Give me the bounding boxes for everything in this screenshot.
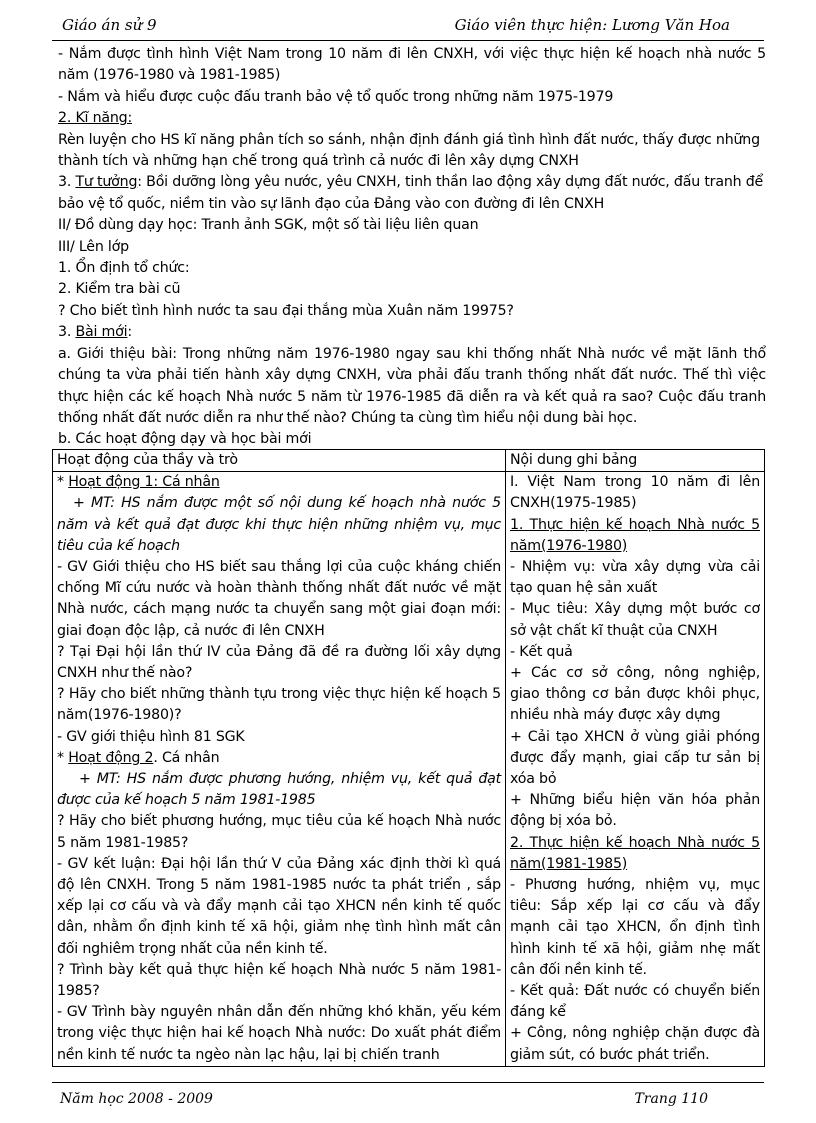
thought-text: : Bồi dưỡng lòng yêu nước, yêu CNXH, tinh thần lao động xây dựng đất nước, đấu tranh để bảo vệ tổ quốc, niềm tin vào sự lãnh đạo của Đảng vào con đường đi lên CNXH	[58, 174, 764, 212]
col-header-board: Nội dung ghi bảng	[506, 450, 765, 472]
skill-text: Rèn luyện cho HS kĩ năng phân tích so sánh, nhận định đánh giá tình hình đất nước, thấy được những thành tích và những hạn chế trong quá trình cả nước đi lên xây dựng CNXH	[58, 131, 760, 170]
skill-heading: 2. Kĩ năng:	[58, 110, 133, 127]
activity-1-figure: - GV giới thiệu hình 81 SGK	[57, 728, 245, 745]
activity-2-conclusion: - GV kết luận: Đại hội lần thứ V của Đảng xác định thời kì quá độ lên CNXH. Trong 5 năm 1981-1985 nước ta phát triển , sắp xếp lại cơ cấu và và đẩy mạnh cải tạo XHCN nền kinh tế quốc dân, nhằm ổn định kinh tế xã hội, giảm nhẹ tình hình mất cân đối nghiêm trọng nhất của nền kinh tế.	[57, 855, 501, 957]
procedure-heading: III/ Lên lớp	[58, 238, 129, 255]
board-goal: - Mục tiêu: Xây dựng một bước cơ sở vật chất kĩ thuật của CNXH	[510, 601, 760, 639]
thought-paragraph: 3. Tư tưởng: Bồi dưỡng lòng yêu nước, yêu CNXH, tinh thần lao động xây dựng đất nước, đấu tranh để bảo vệ tổ quốc, niềm tin vào sự lãnh đạo của Đảng vào con đường đi lên CNXH	[58, 174, 764, 212]
board-subsection-2: 2. Thực hiện kế hoạch Nhà nước 5 năm(1981-1985)	[510, 834, 760, 872]
activity-2-question-2: ? Trình bày kết quả thực hiện kế hoạch Nhà nước 5 năm 1981-1985?	[57, 961, 501, 1000]
board-task: - Nhiệm vụ: vừa xây dựng vừa cải tạo quan hệ sản xuất	[510, 559, 760, 597]
activity-2-goal: + MT: HS nắm được phương hướng, nhiệm vụ, kết quả đạt được của kế hoạch 5 năm 1981-1985	[57, 771, 501, 809]
activities-cell	[53, 472, 506, 1067]
board-cell	[506, 472, 765, 1067]
step-3-title: Bài mới	[75, 324, 128, 341]
activity-1-goal: + MT: HS nắm được một số nội dung kế hoạch nhà nước 5 năm và kết quả đạt được khi thực hiện những nhiệm vụ, mục tiêu của kế hoạch	[57, 495, 501, 554]
objective-line-1: - Nắm được tình hình Việt Nam trong 10 năm đi lên CNXH, với việc thực hiện kế hoạch nhà nước 5 năm (1976-1980 và 1981-1985)	[58, 46, 766, 84]
board-result-4: + Công, nông nghiệp chặn được đà giảm sút, có bước phát triển.	[510, 1025, 760, 1063]
activities-heading: b. Các hoạt động dạy và học bài mới	[58, 431, 312, 448]
page-header	[52, 10, 764, 41]
board-subsection-1: 1. Thực hiện kế hoạch Nhà nước 5 năm(1976-1980)	[510, 516, 760, 554]
header-subject: Giáo án sử 9	[62, 16, 157, 34]
lesson-introduction: a. Giới thiệu bài: Trong những năm 1976-1980 ngay sau khi thống nhất Nhà nước về mặt lãnh thổ chúng ta vừa phải tiến hành xây dựng CNXH, vừa phải đấu tranh thống nhất đất nước. Thế thì việc thực hiện các kế hoạch Nhà nước 5 năm từ 1976-1985 đã diễn ra và kết quả ra sao? Cuộc đấu tranh thống nhất đất nước diễn ra như thế nào? Chúng ta cùng tìm hiểu nội dung bài học.	[58, 345, 766, 426]
activity-1-question-1: ? Tại Đại hội lần thứ IV của Đảng đã đề ra đường lối xây dựng CNXH như thế nào?	[57, 643, 501, 682]
activity-2-heading: * Hoạt động 2. Cá nhân	[57, 749, 220, 766]
header-teacher: Giáo viên thực hiện: Lương Văn Hoa	[454, 16, 730, 34]
board-section-1: I. Việt Nam trong 10 năm đi lên CNXH(1975-1985)	[510, 474, 760, 512]
step-1: 1. Ổn định tổ chức:	[58, 260, 190, 277]
board-result-2: + Cải tạo XHCN ở vùng giải phóng được đẩy mạnh, giai cấp tư sản bị xóa bỏ	[510, 728, 760, 788]
board-direction: - Phương hướng, nhiệm vụ, mục tiêu: Sắp xếp lại cơ cấu và đẩy mạnh cải tạo XHCN, ổn định tình hình kinh tế xã hội, giảm nhẹ mất cân đối nền kinh tế.	[510, 877, 760, 978]
objective-line-2: - Nắm và hiểu được cuộc đấu tranh bảo vệ tổ quốc trong những năm 1975-1979	[58, 88, 614, 105]
col-header-activities: Hoạt động của thầy và trò	[53, 450, 506, 472]
board-result-heading: - Kết quả	[510, 643, 573, 660]
board-result-1: + Các cơ sở công, nông nghiệp, giao thông cơ bản được khôi phục, nhiều nhà máy được xây dựng	[510, 665, 760, 724]
activity-1-question-2: ? Hãy cho biết những thành tựu trong việc thực hiện kế hoạch 5 năm(1976-1980)?	[57, 686, 501, 724]
step-2: 2. Kiểm tra bài cũ	[58, 281, 181, 298]
thought-heading: Tư tưởng	[75, 174, 138, 191]
table-header-row	[53, 450, 765, 472]
table-row	[53, 472, 765, 1067]
tools-line: II/ Đồ dùng dạy học: Tranh ảnh SGK, một số tài liệu liên quan	[58, 217, 479, 234]
board-result-heading-2: - Kết quả: Đất nước có chuyển biến đáng kể	[510, 983, 760, 1021]
step-3: 3. Bài mới:	[58, 324, 132, 341]
activity-2-question-1: ? Hãy cho biết phương hướng, mục tiêu của kế hoạch Nhà nước 5 năm 1981-1985?	[57, 813, 501, 851]
lesson-intro	[58, 44, 766, 451]
activity-1-teacher: - GV Giới thiệu cho HS biết sau thắng lợi của cuộc kháng chiến chống Mĩ cứu nước và hoàn thành thống nhất đất nước về mặt Nhà nước, cách mạng nước ta chuyển sang một giai đoạn mới: giai đoạn độc lập, cả nước đi lên CNXH	[57, 559, 501, 639]
activity-2-causes: - GV Trình bày nguyên nhân dẫn đến những khó khăn, yếu kém trong việc thực hiện hai kế hoạch Nhà nước: Do xuất phát điểm nền kinh tế nước ta ngèo nàn lạc hậu, lại bị chiến tranh	[57, 1004, 501, 1063]
activity-1-heading: * Hoạt động 1: Cá nhân	[57, 474, 220, 491]
footer-school-year: Năm học 2008 - 2009	[60, 1091, 213, 1107]
lesson-table	[52, 449, 765, 1067]
board-result-3: + Những biểu hiện văn hóa phản động bị xóa bỏ.	[510, 792, 760, 830]
review-question: ? Cho biết tình hình nước ta sau đại thắng mùa Xuân năm 19975?	[58, 302, 514, 319]
page-footer	[52, 1082, 764, 1113]
footer-page-number: Trang 110	[634, 1091, 708, 1107]
